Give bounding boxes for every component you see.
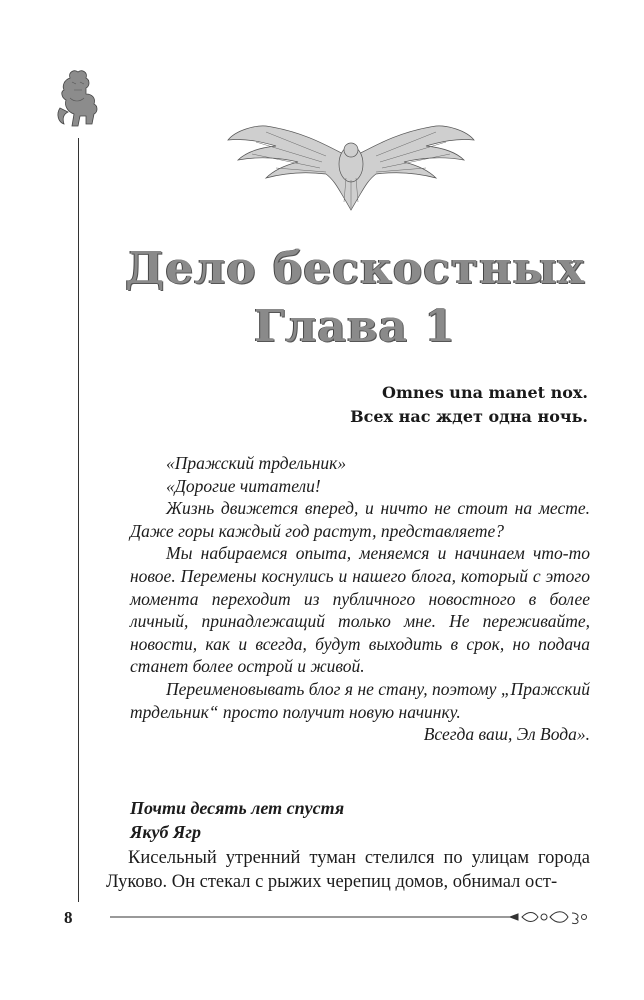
page-number: 8 — [64, 908, 73, 927]
eagle-illustration-icon — [226, 118, 476, 218]
letter-paragraph: «Пражский трдельник» — [166, 453, 347, 473]
epigraph-russian: Всех нас ждет одна ночь. — [350, 407, 588, 426]
epigraph-latin: Omnes una manet nox. — [382, 383, 588, 402]
body-text — [106, 846, 590, 894]
chapter-title-line-1: Дело бескостных — [125, 243, 585, 294]
section-character: Якуб Ягр — [130, 822, 202, 842]
letter-paragraph: Переименовывать блог я не стану, поэтому „Пражский трдельник“ просто получит новую начинку. — [130, 678, 590, 722]
chapter-title — [100, 240, 610, 356]
letter-paragraph: Жизнь движется вперед, и ничто не стоит на месте. Даже горы каждый год растут, представляете? — [130, 498, 590, 541]
epigraph — [350, 381, 588, 429]
body-paragraph: Кисельный утренний туман стелился по улицам города Луково. Он стекал с рыжих черепиц домов, обнимал ост- — [106, 848, 590, 892]
blog-letter — [130, 452, 590, 746]
margin-vertical-rule — [78, 138, 79, 902]
footer-ornament-rule — [110, 905, 590, 929]
chapter-title-line-2: Глава 1 — [254, 301, 456, 352]
lion-emblem-icon — [52, 68, 104, 134]
letter-paragraph: Мы набираемся опыта, меняемся и начинаем что-то новое. Перемены коснулись и нашего блога, который с этого момента переходит из публичного новостного в более личный, принадлежащий только мне. Не переживайте, новости, как и всегда, будут выходить в срок, но подача станет более острой и живой. — [130, 543, 590, 677]
letter-paragraph: «Дорогие читатели! — [166, 475, 321, 496]
section-time: Почти десять лет спустя — [130, 798, 345, 818]
letter-signature: Всегда ваш, Эл Вода». — [423, 724, 590, 745]
section-heading — [130, 796, 344, 844]
